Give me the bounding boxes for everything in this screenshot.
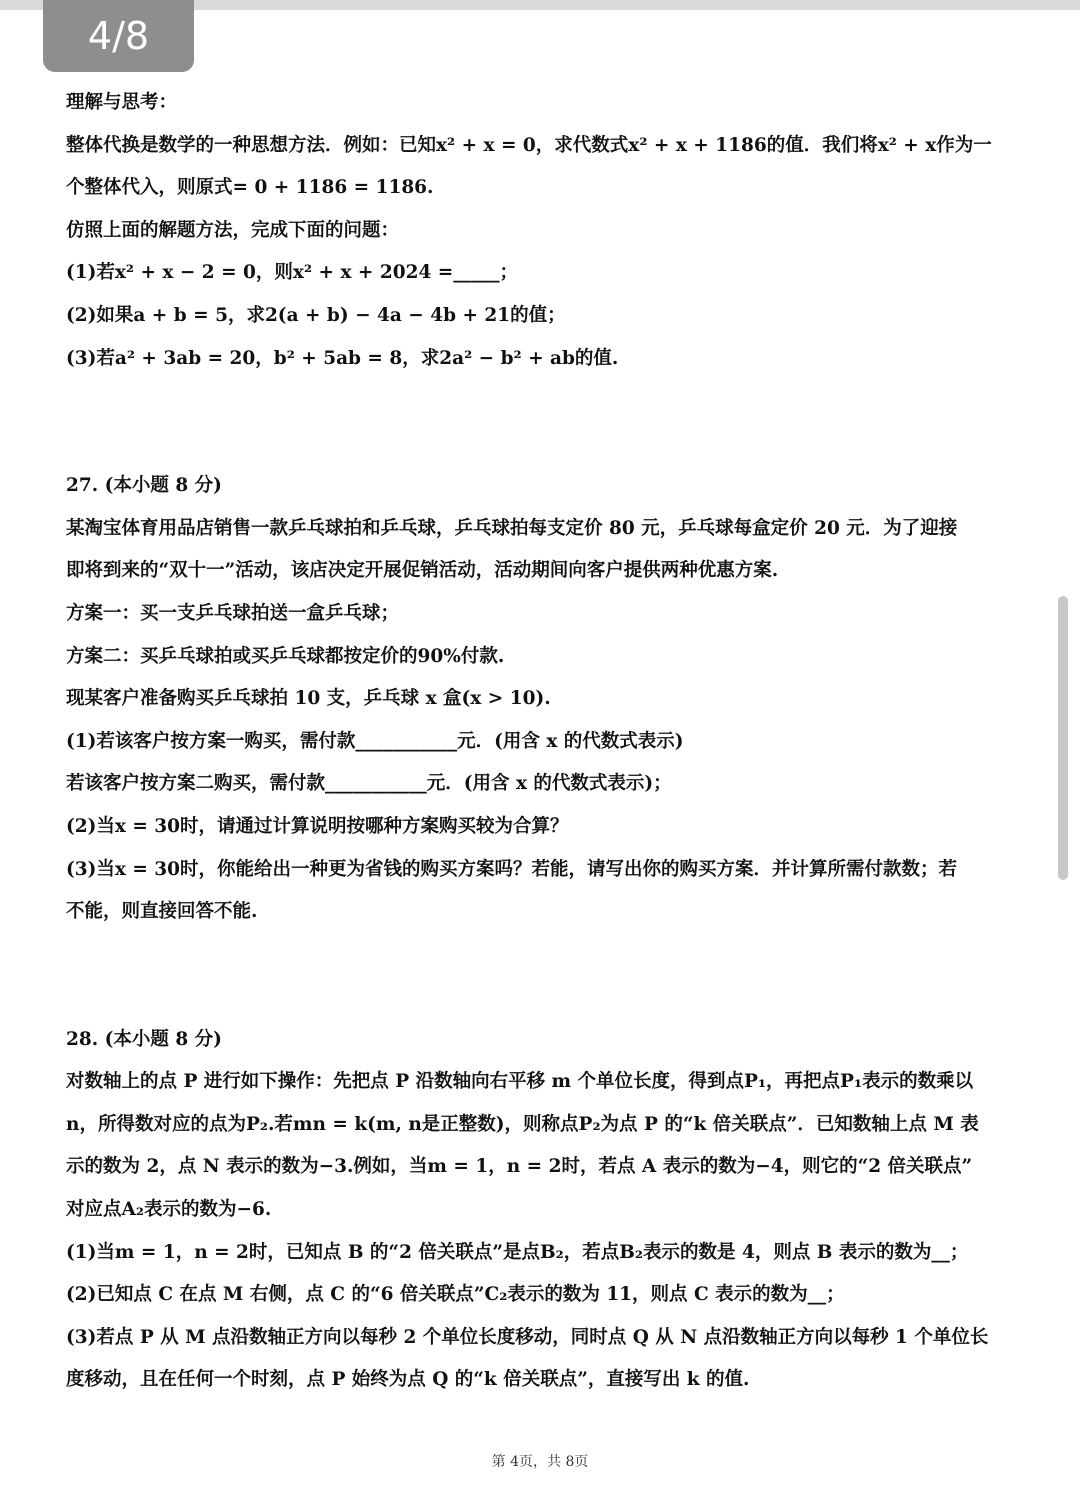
question-27-part-1: (1)若该客户按方案一购买，需付款___________元．(用含 x 的代数式表示): [66, 730, 684, 752]
question-28-line: n，所得数对应的点为P₂.若mn = k(m, n是正整数)，则称点P₂为点 P 的“k 倍关联点”．已知数轴上点 M 表: [66, 1113, 979, 1135]
question-28-part-1: (1)当m = 1，n = 2时，已知点 B 的“2 倍关联点”是点B₂，若点B₂表示的数是 4，则点 B 表示的数为__；: [66, 1241, 969, 1263]
question-28: [66, 1019, 1021, 1402]
question-27-part-3: (3)当x = 30时，你能给出一种更为省钱的购买方案吗？若能，请写出你的购买方案．并计算所需付款数；若: [66, 858, 958, 880]
question-27-line: 即将到来的“双十一”活动，该店决定开展促销活动，活动期间向客户提供两种优惠方案.: [66, 560, 779, 582]
question-28-line: 度移动，且在任何一个时刻，点 P 始终为点 Q 的“k 倍关联点”，直接写出 k 的值.: [66, 1369, 750, 1391]
page-footer: 第 4页，共 8页: [491, 1454, 589, 1470]
document-content: [66, 82, 1021, 1402]
section-intro: [66, 82, 1021, 380]
question-27-plan-1: 方案一：买一支乒乓球拍送一盒乒乓球；: [66, 602, 400, 624]
intro-heading: 理解与思考：: [66, 92, 178, 113]
scrollbar-thumb[interactable]: [1058, 596, 1068, 880]
intro-text-line: 个整体代入，则原式= 0 + 1186 = 1186.: [66, 177, 434, 199]
question-27-heading: 27. (本小题 8 分): [66, 475, 222, 497]
intro-text-line: 整体代换是数学的一种思想方法．例如：已知x² + x = 0，求代数式x² + x + 1186的值．我们将x² + x作为一: [66, 134, 992, 156]
page-indicator-text: 4/8: [87, 14, 150, 58]
question-28-line: 对数轴上的点 P 进行如下操作：先把点 P 沿数轴向右平移 m 个单位长度，得到点P₁，再把点P₁表示的数乘以: [66, 1071, 974, 1093]
question-27-line: 某淘宝体育用品店销售一款乒乓球拍和乒乓球，乒乓球拍每支定价 80 元，乒乓球每盒定价 20 元．为了迎接: [66, 517, 958, 539]
question-27-part-2: (2)当x = 30时，请通过计算说明按哪种方案购买较为合算？: [66, 815, 569, 837]
question-28-line: 对应点A₂表示的数为−6.: [66, 1199, 272, 1221]
question-27: [66, 465, 1021, 934]
question-27-line: 若该客户按方案二购买，需付款___________元．(用含 x 的代数式表示)；: [66, 773, 672, 795]
question-27-line: 不能，则直接回答不能.: [66, 901, 258, 923]
intro-subquestion-2: (2)如果a + b = 5，求2(a + b) − 4a − 4b + 21的值；: [66, 304, 566, 326]
intro-subquestion-1: (1)若x² + x − 2 = 0，则x² + x + 2024 =_____；: [66, 262, 519, 284]
intro-text-line: 仿照上面的解题方法，完成下面的问题：: [66, 219, 400, 241]
question-28-heading: 28. (本小题 8 分): [66, 1028, 222, 1050]
question-28-part-2: (2)已知点 C 在点 M 右侧，点 C 的“6 倍关联点”C₂表示的数为 11，则点 C 表示的数为__；: [66, 1284, 845, 1306]
question-27-line: 现某客户准备购买乒乓球拍 10 支，乒乓球 x 盒(x > 10).: [66, 688, 551, 710]
page-indicator-badge: [43, 0, 194, 72]
question-28-part-3: (3)若点 P 从 M 点沿数轴正方向以每秒 2 个单位长度移动，同时点 Q 从 N 点沿数轴正方向以每秒 1 个单位长: [66, 1326, 989, 1348]
question-28-line: 示的数为 2，点 N 表示的数为−3.例如，当m = 1，n = 2时，若点 A 表示的数为−4，则它的“2 倍关联点”: [66, 1156, 973, 1178]
question-27-plan-2: 方案二：买乒乓球拍或买乒乓球都按定价的90%付款.: [66, 645, 505, 667]
intro-subquestion-3: (3)若a² + 3ab = 20，b² + 5ab = 8，求2a² − b² + ab的值.: [66, 347, 619, 369]
